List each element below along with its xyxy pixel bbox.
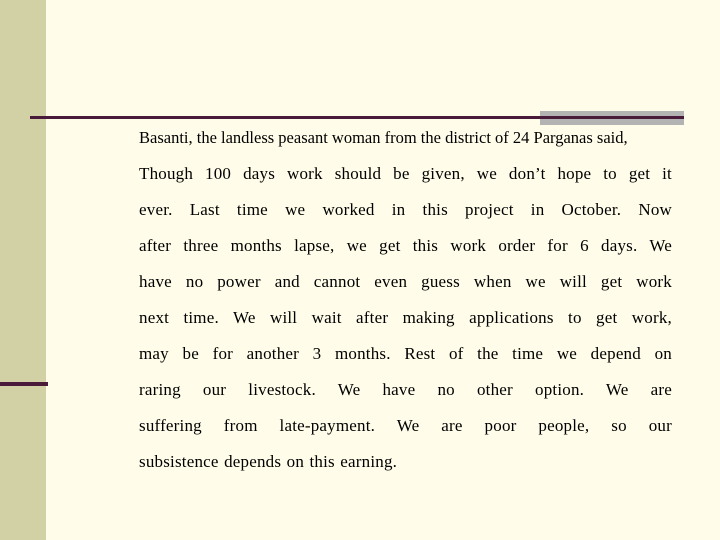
title-divider-accent-line [540,116,684,119]
quote-line: subsistence depends on this earning. [139,452,398,471]
quote-line: have no power and cannot even guess when we will get work [139,272,672,291]
quote-line: next time. We will wait after making applications to get work, [139,308,672,327]
left-decorative-band [0,0,46,540]
quote-line: ever. Last time we worked in this project in October. Now [139,200,672,219]
quote-line: raring our livestock. We have no other option. We are [139,380,672,399]
slide-body [139,120,672,480]
quote-line: may be for another 3 months. Rest of the time we depend on [139,344,672,363]
quote-line: Though 100 days work should be given, we don’t hope to get it [139,164,672,183]
quote-paragraph [139,156,672,480]
quote-line: suffering from late-payment. We are poor people, so our [139,416,672,435]
intro-sentence: Basanti, the landless peasant woman from the district of 24 Parganas said, [139,128,628,147]
left-band-accent-line [0,382,48,386]
quote-line: after three months lapse, we get this work order for 6 days. We [139,236,672,255]
title-divider-line [30,116,540,119]
